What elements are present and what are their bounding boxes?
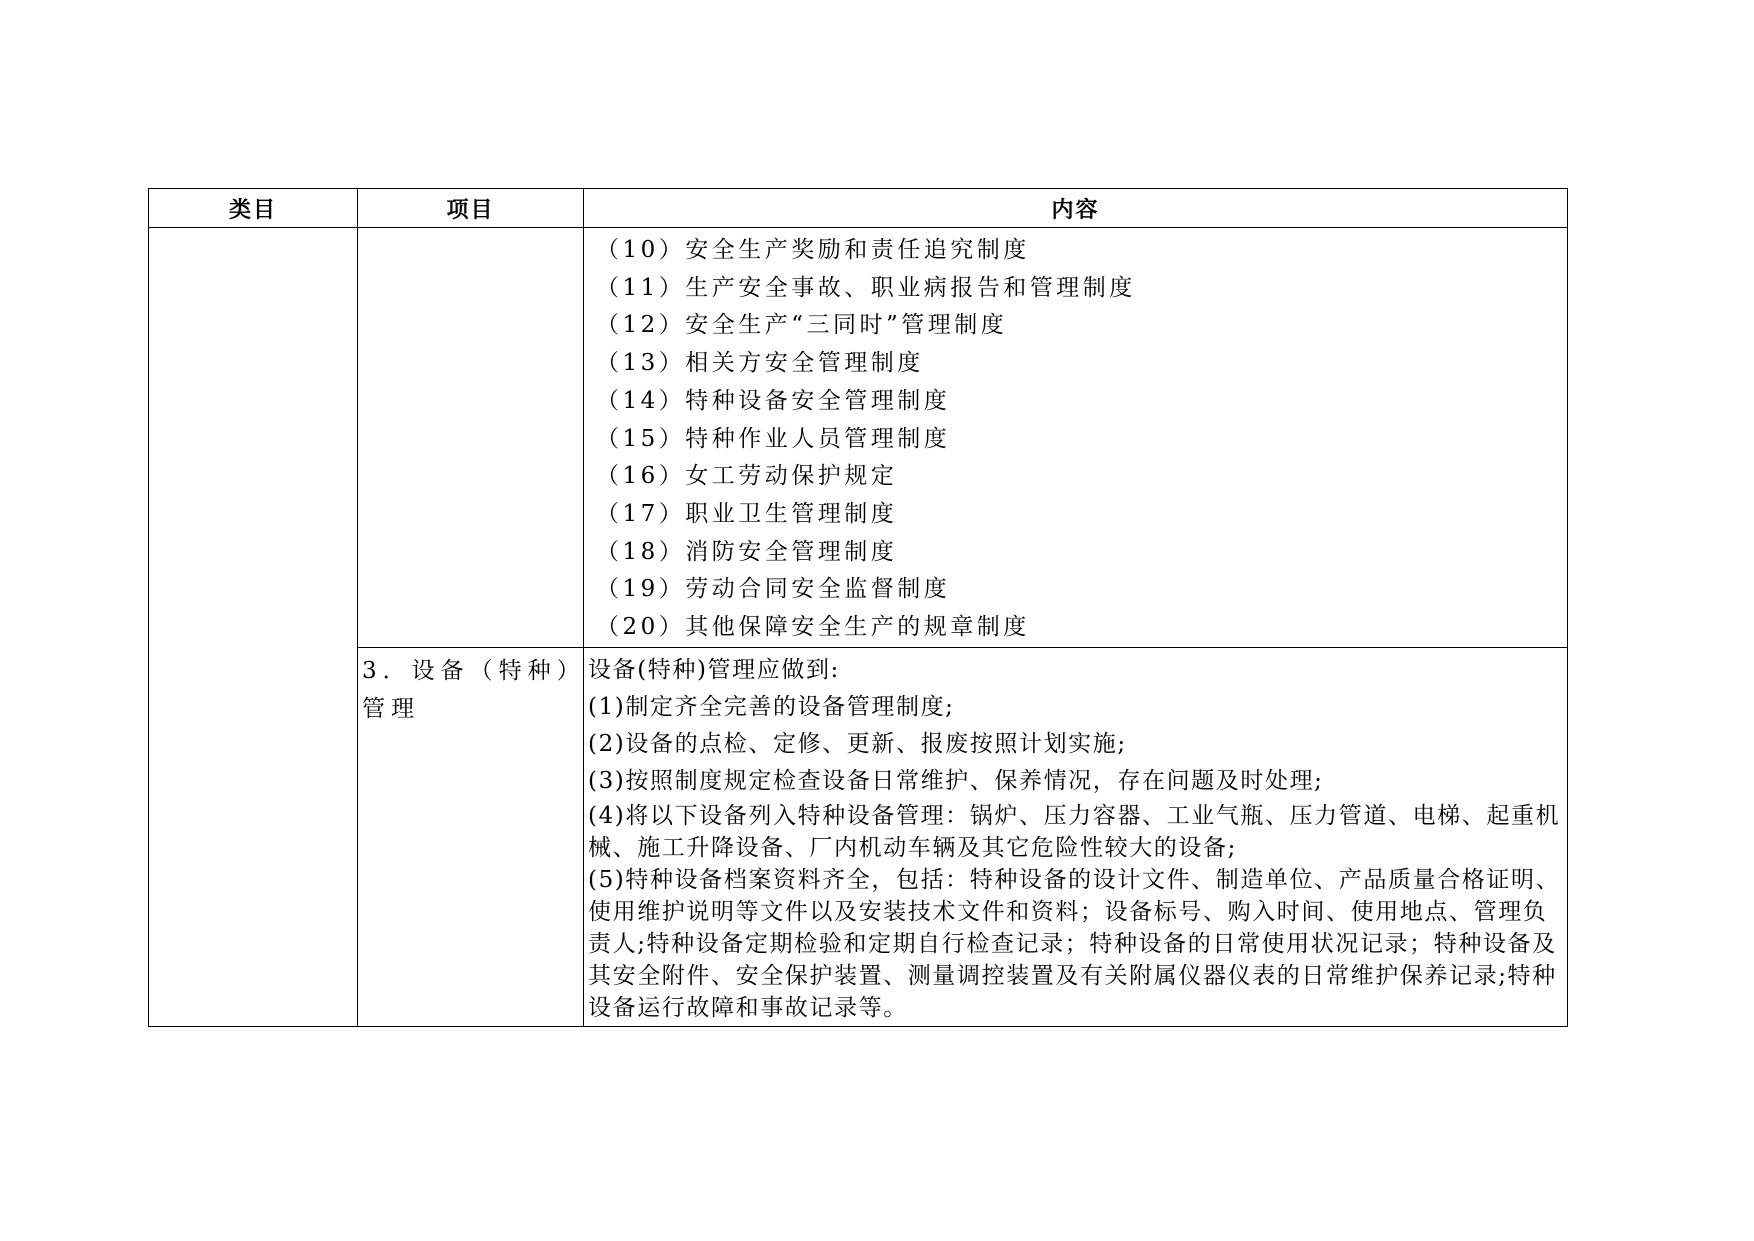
requirement-point: (3)按照制度规定检查设备日常维护、保养情况，存在问题及时处理; [588,767,1324,794]
table-row [149,228,1568,648]
table-row [149,647,1568,1026]
content-cell [584,647,1568,1026]
header-content: 内容 [584,189,1568,228]
item-equipment-management: 3．设备（特种）管理 [362,657,575,722]
requirement-point: (4)将以下设备列入特种设备管理：锅炉、压力容器、工业气瓶、压力管道、电梯、起重机械、施工升降设备、厂内机动车辆及其它危险性较大的设备; [588,802,1561,861]
list-item: （18）消防安全管理制度 [596,538,898,565]
list-item: （13）相关方安全管理制度 [596,350,924,377]
regulation-list [584,228,1567,647]
equipment-requirements [584,648,1567,1026]
list-item: （10）安全生产奖励和责任追究制度 [596,237,1030,263]
content-cell [584,228,1568,648]
item-cell [358,647,584,1026]
requirement-point: (2)设备的点检、定修、更新、报废按照计划实施; [588,730,1127,757]
list-item: （19）劳动合同安全监督制度 [596,576,951,603]
requirement-point: (1)制定齐全完善的设备管理制度; [588,693,955,720]
list-item: （12）安全生产“三同时”管理制度 [596,312,1008,339]
list-item: （17）职业卫生管理制度 [596,500,898,527]
list-item: （11）生产安全事故、职业病报告和管理制度 [596,274,1136,301]
requirement-point: (5)特种设备档案资料齐全，包括：特种设备的设计文件、制造单位、产品质量合格证明、使用维护说明等文件以及安装技术文件和资料；设备标号、购入时间、使用地点、管理负责人;特种设备定期检验和定期自行检查记录；特种设备的日常使用状况记录；特种设备及其安全附件、安全保护装置、测量调控装置及有关附属仪器仪表的日常维护保养记录;特种设备运行故障和事故记录等。 [588,866,1561,1021]
table-header-row [149,189,1568,228]
header-category: 类目 [149,189,358,228]
list-item: （20）其他保障安全生产的规章制度 [596,614,1030,641]
list-item: （16）女工劳动保护规定 [596,463,898,490]
requirements-intro: 设备(特种)管理应做到: [588,656,840,683]
list-item: （15）特种作业人员管理制度 [596,425,951,452]
item-cell [358,228,584,648]
category-cell [149,228,358,1027]
list-item: （14）特种设备安全管理制度 [596,387,951,414]
safety-management-table [148,188,1568,1027]
header-item: 项目 [358,189,584,228]
